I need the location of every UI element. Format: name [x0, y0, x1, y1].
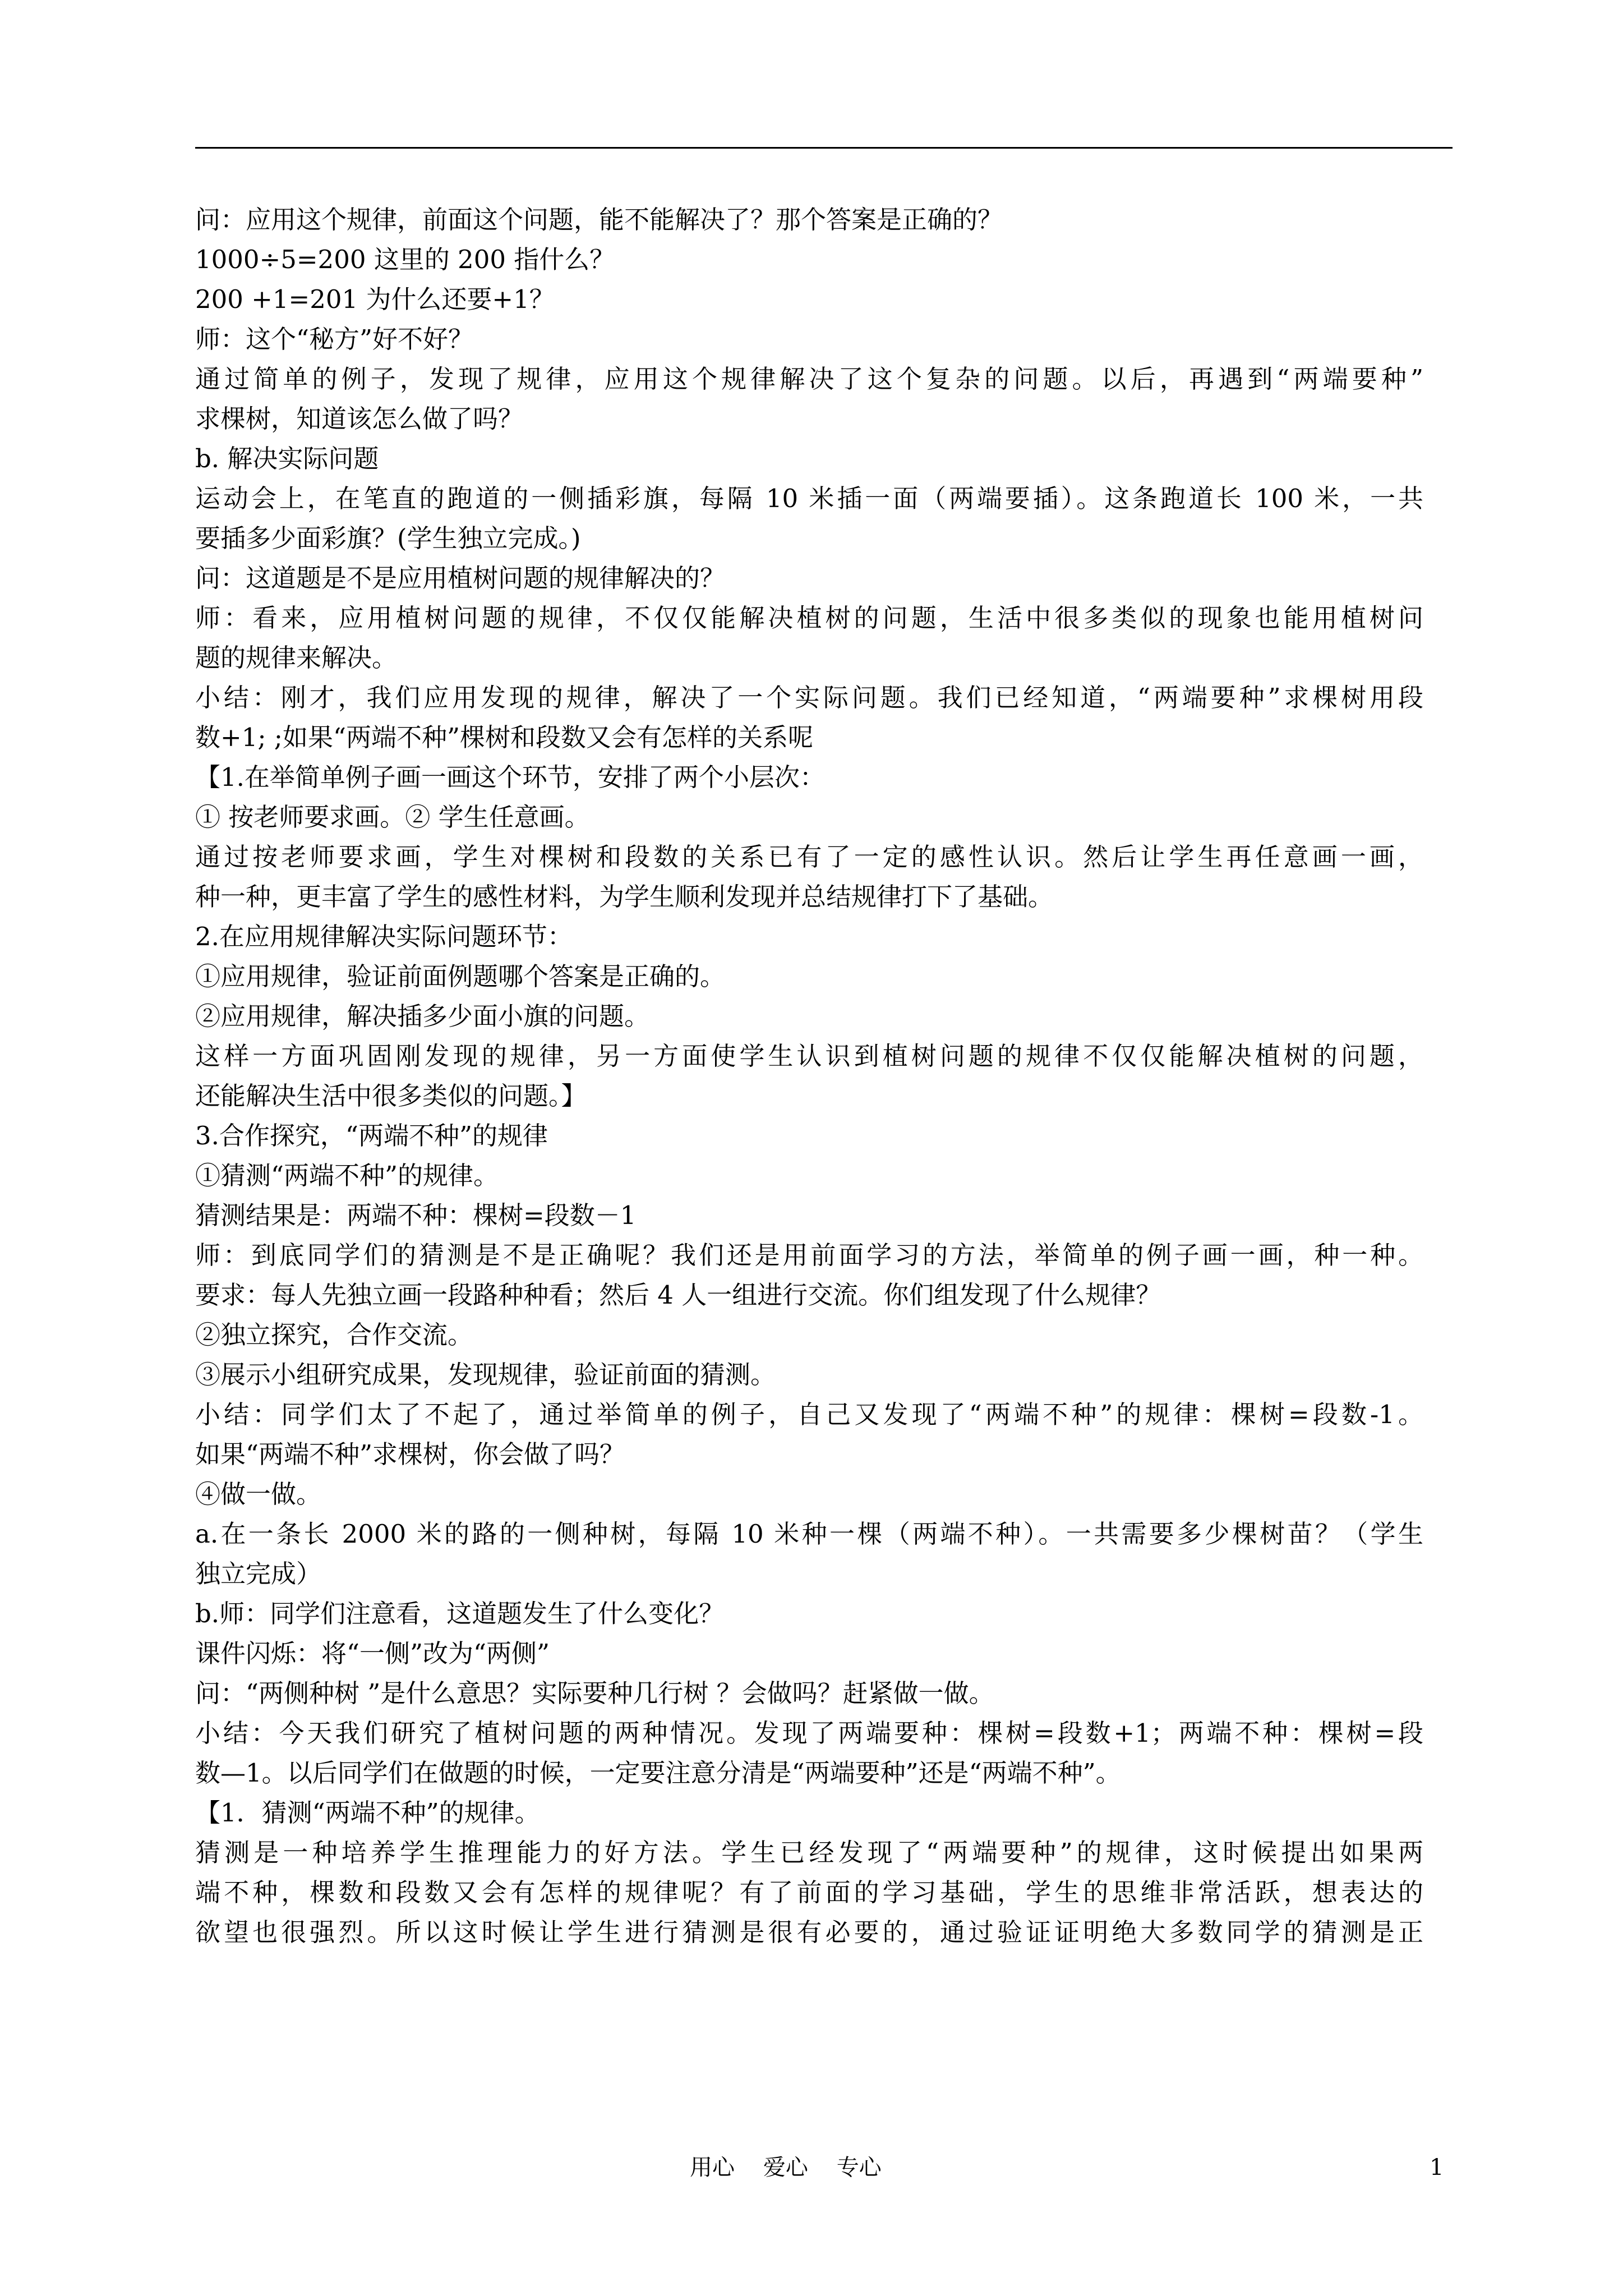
text-line: 猜测结果是：两端不种：棵树=段数－1	[195, 1200, 637, 1230]
text-line: 题的规律来解决。	[195, 643, 398, 673]
text-line: 猜测是一种培养学生推理能力的好方法。学生已经发现了“两端要种”的规律，这时候提出如果两	[195, 1838, 1423, 1867]
text-line: ②应用规律，解决插多少面小旗的问题。	[195, 1001, 650, 1031]
text-line: 【1．猜测“两端不种”的规律。	[195, 1798, 540, 1828]
text-line: 欲望也很强烈。所以这时候让学生进行猜测是很有必要的，通过验证证明绝大多数同学的猜测是正	[195, 1917, 1423, 1947]
text-line: 小结：刚才，我们应用发现的规律，解决了一个实际问题。我们已经知道，“两端要种”求棵树用段	[195, 683, 1423, 712]
text-line: 小结：今天我们研究了植树问题的两种情况。发现了两端要种：棵树=段数+1；两端不种：棵树=段	[195, 1718, 1423, 1748]
text-line: 2.在应用规律解决实际问题环节：	[195, 922, 573, 951]
text-line: ①应用规律，验证前面例题哪个答案是正确的。	[195, 961, 726, 991]
document-body	[195, 200, 1423, 1952]
text-line: 200 +1=201 为什么还要+1？	[195, 284, 555, 314]
text-line: 还能解决生活中很多类似的问题。】	[195, 1081, 587, 1111]
text-line: 这样一方面巩固刚发现的规律，另一方面使学生认识到植树问题的规律不仅仅能解决植树的问题，	[195, 1041, 1423, 1071]
text-line: 课件闪烁：将“一侧”改为“两侧”	[195, 1639, 550, 1668]
text-line: 数—1。以后同学们在做题的时候，一定要注意分清是“两端要种”还是“两端不种”。	[195, 1758, 1121, 1788]
text-line: 要求：每人先独立画一段路种种看；然后 4 人一组进行交流。你们组发现了什么规律？	[195, 1280, 1161, 1310]
text-line: b.师：同学们注意看，这道题发生了什么变化？	[195, 1599, 725, 1628]
page-number: 1	[1430, 2155, 1444, 2180]
text-line: 种一种，更丰富了学生的感性材料，为学生顺利发现并总结规律打下了基础。	[195, 882, 1054, 912]
text-line: ④做一做。	[195, 1479, 322, 1509]
text-line: 要插多少面彩旗？(学生独立完成。)	[195, 523, 581, 553]
text-line: 求棵树，知道该怎么做了吗？	[195, 404, 524, 434]
header-rule	[195, 147, 1453, 149]
text-line: 1000÷5=200 这里的 200 指什么？	[195, 245, 615, 274]
text-line: 如果“两端不种”求棵树，你会做了吗？	[195, 1439, 625, 1469]
text-line: ① 按老师要求画。② 学生任意画。	[195, 802, 590, 832]
text-line: ②独立探究，合作交流。	[195, 1320, 473, 1350]
text-line: b. 解决实际问题	[195, 444, 379, 473]
text-line: 【1.在举简单例子画一画这个环节，安排了两个小层次：	[195, 762, 825, 792]
text-line: ①猜测“两端不种”的规律。	[195, 1161, 499, 1190]
text-line: 问：应用这个规律，前面这个问题，能不能解决了？那个答案是正确的？	[195, 205, 1003, 234]
text-line: 小结：同学们太了不起了，通过举简单的例子，自己又发现了“两端不种”的规律：棵树=段数-1。	[195, 1400, 1423, 1429]
text-line: 端不种，棵数和段数又会有怎样的规律呢？有了前面的学习基础，学生的思维非常活跃，想表达的	[195, 1878, 1423, 1907]
footer-text: 用心 爱心 专心	[690, 2155, 882, 2180]
text-line: 问：“两侧种树 ”是什么意思？实际要种几行树 ？会做吗？赶紧做一做。	[195, 1678, 994, 1708]
text-line: 师：这个“秘方”好不好？	[195, 324, 474, 354]
text-line: ③展示小组研究成果，发现规律，验证前面的猜测。	[195, 1360, 776, 1389]
text-line: 数+1; ;如果“两端不种”棵树和段数又会有怎样的关系呢	[195, 723, 813, 752]
text-line: 独立完成）	[195, 1559, 322, 1589]
text-line: 问：这道题是不是应用植树问题的规律解决的？	[195, 563, 726, 593]
text-line: 运动会上，在笔直的跑道的一侧插彩旗，每隔 10 米插一面（两端要插）。这条跑道长 100 米，一共	[195, 484, 1423, 513]
text-line: 师：到底同学们的猜测是不是正确呢？我们还是用前面学习的方法，举简单的例子画一画，种一种。	[195, 1240, 1423, 1270]
text-line: 3.合作探究，“两端不种”的规律	[195, 1121, 548, 1151]
text-line: 师：看来，应用植树问题的规律，不仅仅能解决植树的问题，生活中很多类似的现象也能用植树问	[195, 603, 1423, 633]
text-line: a.在一条长 2000 米的路的一侧种树，每隔 10 米种一棵（两端不种）。一共需要多少棵树苗？（学生	[195, 1519, 1423, 1549]
text-line: 通过简单的例子，发现了规律，应用这个规律解决了这个复杂的问题。以后，再遇到“两端要种”	[195, 364, 1423, 394]
text-line: 通过按老师要求画，学生对棵树和段数的关系已有了一定的感性认识。然后让学生再任意画一画，	[195, 842, 1423, 872]
